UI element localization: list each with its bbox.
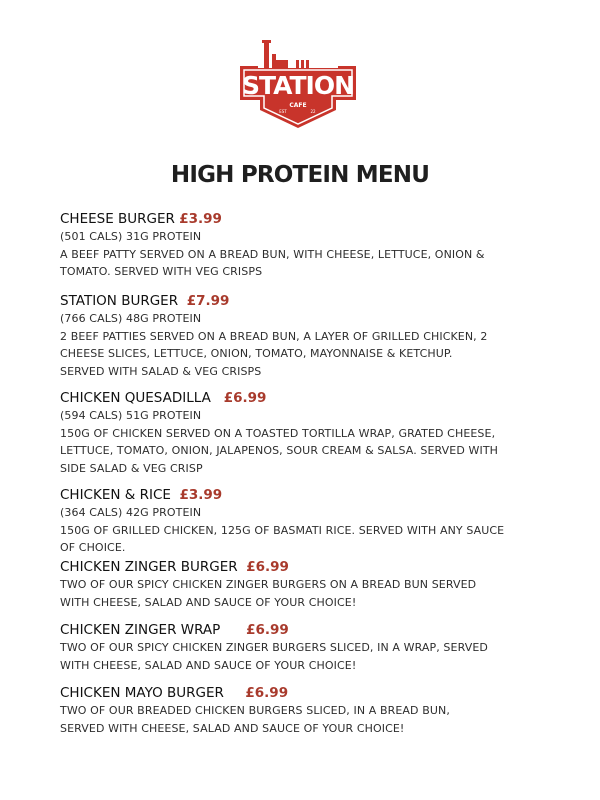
svg-text:CAFE: CAFE xyxy=(289,102,307,109)
menu-title: HIGH PROTEIN MENU xyxy=(170,162,430,188)
item-description-line: TOMATO. SERVED WITH VEG CRISPS xyxy=(60,265,263,278)
item-description-line: SERVED WITH SALAD & VEG CRISPS xyxy=(60,364,262,378)
item-description-line: 150G OF CHICKEN SERVED ON A TOASTED TORTILLA WRAP, GRATED CHEESE, xyxy=(60,426,496,440)
item-heading xyxy=(60,211,560,228)
item-nutrition: (364 CALS) 42G PROTEIN xyxy=(60,506,202,519)
item-price: £6.99 xyxy=(245,685,289,701)
item-price: £3.99 xyxy=(179,211,222,227)
item-heading xyxy=(60,559,560,576)
item-heading xyxy=(60,622,560,639)
item-nutrition: (594 CALS) 51G PROTEIN xyxy=(60,409,202,422)
menu-item-cheese-burger xyxy=(60,211,560,281)
item-nutrition: (501 CALS) 31G PROTEIN xyxy=(60,230,202,243)
item-description-line: WITH CHEESE, SALAD AND SAUCE OF YOUR CHOICE! xyxy=(60,658,357,672)
item-price: £6.99 xyxy=(246,622,289,638)
item-description-line: SIDE SALAD & VEG CRISP xyxy=(60,461,203,475)
item-heading xyxy=(60,390,560,407)
item-description-line: WITH CHEESE, SALAD AND SAUCE OF YOUR CHOICE! xyxy=(60,595,357,609)
item-description-line: TWO OF OUR BREADED CHICKEN BURGERS SLICED, IN A BREAD BUN, xyxy=(60,704,450,717)
item-description-line: OF CHOICE. xyxy=(60,541,126,554)
item-name: CHICKEN MAYO BURGER xyxy=(60,685,224,701)
item-name: CHICKEN & RICE xyxy=(60,487,171,503)
menu-item-chicken-mayo-burger xyxy=(60,685,560,737)
item-description-line: 150G OF GRILLED CHICKEN, 125G OF BASMATI RICE. SERVED WITH ANY SAUCE xyxy=(60,523,505,537)
menu-item-station-burger xyxy=(60,293,560,380)
item-heading xyxy=(60,293,560,310)
item-description-line: CHEESE SLICES, LETTUCE, ONION, TOMATO, MAYONNAISE & KETCHUP. xyxy=(60,347,453,360)
menu-item-chicken-zinger-burger xyxy=(60,559,560,611)
item-description-line: 2 BEEF PATTIES SERVED ON A BREAD BUN, A LAYER OF GRILLED CHICKEN, 2 xyxy=(60,329,488,343)
menu-item-chicken-quesadilla xyxy=(60,390,560,477)
item-name: CHEESE BURGER xyxy=(60,211,175,227)
svg-text:22: 22 xyxy=(310,109,316,114)
item-name: CHICKEN QUESADILLA xyxy=(60,390,211,406)
item-heading xyxy=(60,487,560,504)
item-price: £6.99 xyxy=(223,390,267,406)
station-cafe-logo xyxy=(238,38,358,130)
item-name: CHICKEN ZINGER BURGER xyxy=(60,559,238,575)
item-price: £6.99 xyxy=(246,559,289,575)
item-description-line: TWO OF OUR SPICY CHICKEN ZINGER BURGERS SLICED, IN A WRAP, SERVED xyxy=(60,641,488,654)
item-price: £3.99 xyxy=(179,487,223,503)
item-description-line: A BEEF PATTY SERVED ON A BREAD BUN, WITH CHEESE, LETTUCE, ONION & xyxy=(60,247,485,261)
svg-text:EST: EST xyxy=(279,109,287,114)
menu-item-chicken-zinger-wrap xyxy=(60,622,560,674)
item-price: £7.99 xyxy=(186,293,230,309)
item-name: CHICKEN ZINGER WRAP xyxy=(60,622,221,638)
menu-item-chicken-and-rice xyxy=(60,487,560,557)
item-description-line: SERVED WITH CHEESE, SALAD AND SAUCE OF YOUR CHOICE! xyxy=(60,721,405,735)
svg-text:STATION: STATION xyxy=(241,71,355,100)
item-description-line: LETTUCE, TOMATO, ONION, JALAPENOS, SOUR CREAM & SALSA. SERVED WITH xyxy=(60,444,499,457)
item-name: STATION BURGER xyxy=(60,293,179,309)
item-description-line: TWO OF OUR SPICY CHICKEN ZINGER BURGERS ON A BREAD BUN SERVED xyxy=(60,578,477,591)
item-heading xyxy=(60,685,560,702)
item-nutrition: (766 CALS) 48G PROTEIN xyxy=(60,312,202,325)
